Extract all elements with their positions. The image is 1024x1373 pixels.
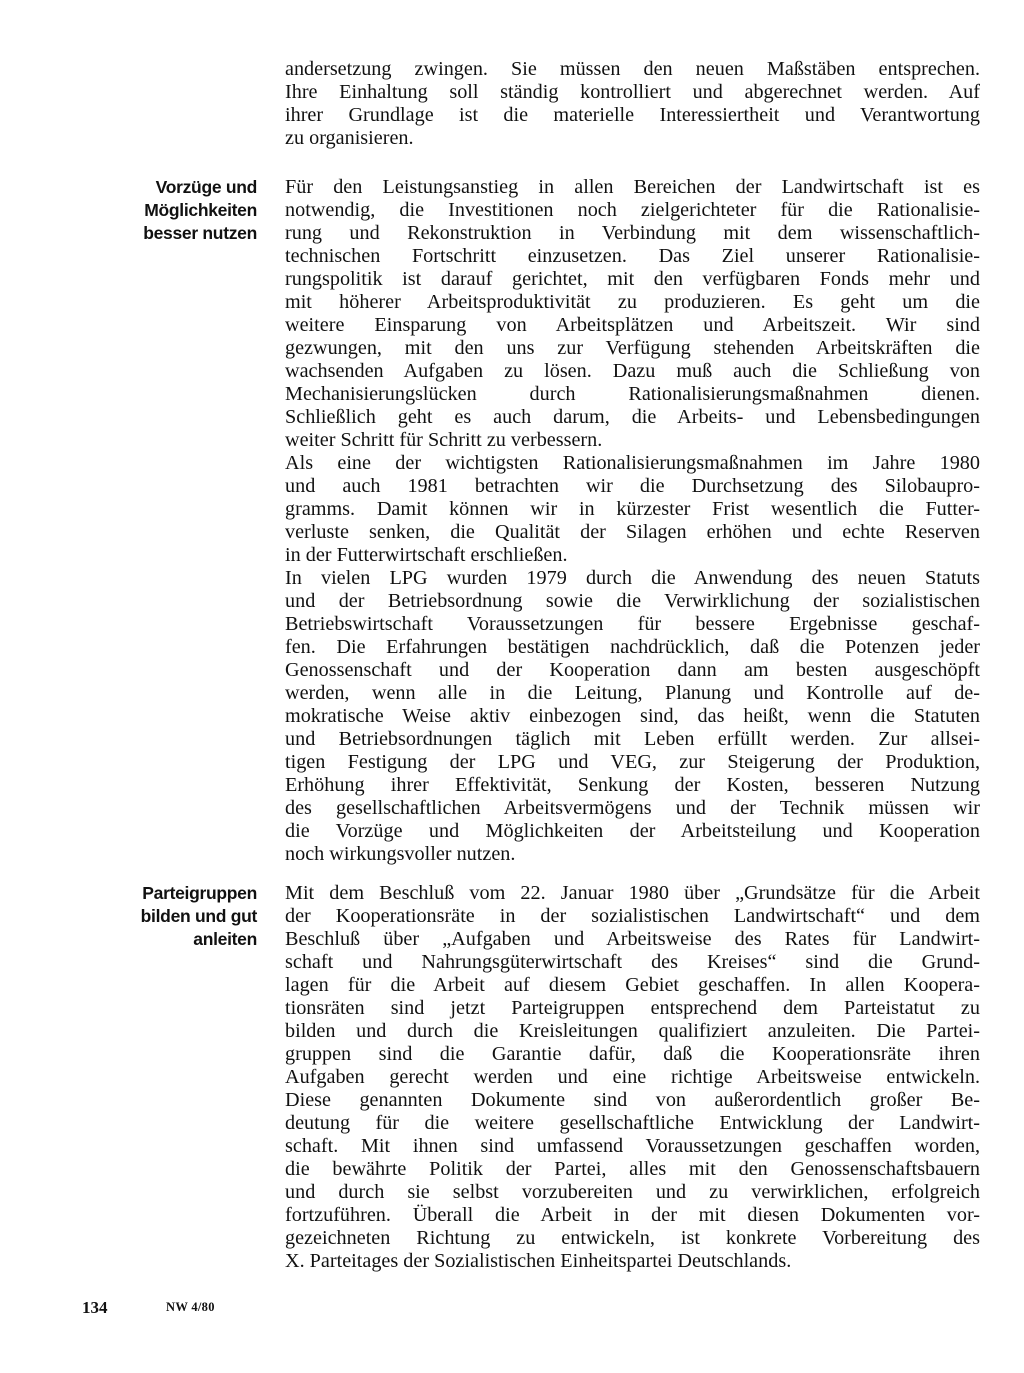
text-line: gezwungen, mit den uns zur Verfügung stehenden Arbeitskräften die [285, 337, 980, 359]
text-line: ihrer Grundlage ist die materielle Interessiertheit und Verantwortung [285, 104, 980, 126]
text-line: andersetzung zwingen. Sie müssen den neuen Maßstäben entsprechen. [285, 58, 980, 80]
text-line: schaft und Nahrungsgüterwirtschaft des Kreises“ sind die Grund- [285, 951, 980, 973]
page-number: 134 [82, 1298, 108, 1317]
text-line: und durch sie selbst vorzubereiten und zu verwirklichen, erfolgreich [285, 1181, 980, 1203]
text-line: Betriebswirtschaft Voraussetzungen für bessere Ergebnisse geschaf- [285, 613, 980, 635]
text-line: gramms. Damit können wir in kürzester Frist wesentlich die Futter- [285, 498, 980, 520]
text-line: schaft. Mit ihnen sind umfassend Voraussetzungen geschaffen worden, [285, 1135, 980, 1157]
text-line: fortzuführen. Überall die Arbeit in der mit diesen Dokumenten vor- [285, 1204, 980, 1226]
text-line: rungspolitik ist darauf gerichtet, mit den verfügbaren Fonds mehr und [285, 268, 980, 290]
text-line: technischen Fortschritt einzusetzen. Das Ziel unserer Rationalisie- [285, 245, 980, 267]
intro-paragraph [285, 58, 980, 150]
section-heading-parteigruppen: Parteigruppen bilden und gut anleiten [140, 883, 257, 949]
text-line: weitere Einsparung von Arbeitsplätzen und Arbeitszeit. Wir sind [285, 314, 980, 336]
section-body-vorzuege [285, 176, 980, 866]
text-line: und der Betriebsordnung sowie die Verwirklichung der sozialistischen [285, 590, 980, 612]
text-line: die Vorzüge und Möglichkeiten der Arbeitsteilung und Kooperation [285, 820, 980, 842]
text-line: Ihre Einhaltung soll ständig kontrolliert und abgerechnet werden. Auf [285, 81, 980, 103]
text-line: Erhöhung ihrer Effektivität, Senkung der Kosten, besseren Nutzung [285, 774, 980, 796]
text-line: und Betriebsordnungen täglich mit Leben erfüllt werden. Zur allsei- [285, 728, 980, 750]
text-line: mokratische Weise aktiv einbezogen sind, das heißt, wenn die Statuten [285, 705, 980, 727]
text-line: Beschluß über „Aufgaben und Arbeitsweise des Rates für Landwirt- [285, 928, 980, 950]
text-line: Diese genannten Dokumente sind von außerordentlich großer Be- [285, 1089, 980, 1111]
text-line: Genossenschaft und der Kooperation dann am besten ausgeschöpft [285, 659, 980, 681]
text-line: lagen für die Arbeit auf diesem Gebiet geschaffen. In allen Koopera- [285, 974, 980, 996]
text-line: gruppen sind die Garantie dafür, daß die Kooperationsräte ihren [285, 1043, 980, 1065]
text-line: In vielen LPG wurden 1979 durch die Anwendung des neuen Statuts [285, 567, 980, 589]
text-line: tionsräten sind jetzt Parteigruppen entsprechend dem Parteistatut zu [285, 997, 980, 1019]
text-line: verluste senken, die Qualität der Silagen erhöhen und echte Reserven [285, 521, 980, 543]
text-line: fen. Die Erfahrungen bestätigen nachdrücklich, daß die Potenzen jeder [285, 636, 980, 658]
text-line: der Kooperationsräte in der sozialistischen Landwirtschaft“ und dem [285, 905, 980, 927]
text-line: bilden und durch die Kreisleitungen qualifiziert anzuleiten. Die Partei- [285, 1020, 980, 1042]
text-line: weiter Schritt für Schritt zu verbessern. [285, 429, 603, 451]
text-line: Mit dem Beschluß vom 22. Januar 1980 über „Grundsätze für die Arbeit [285, 882, 980, 904]
text-line: die bewährte Politik der Partei, alles mit den Genossenschaftsbauern [285, 1158, 980, 1180]
text-line: tigen Festigung der LPG und VEG, zur Steigerung der Produktion, [285, 751, 980, 773]
text-line: zu organisieren. [285, 127, 414, 149]
section-body-parteigruppen [285, 882, 980, 1273]
text-line: noch wirkungsvoller nutzen. [285, 843, 516, 865]
text-line: Schließlich geht es auch darum, die Arbeits- und Lebensbedingungen [285, 406, 980, 428]
text-line: des gesellschaftlichen Arbeitsvermögens und der Technik müssen wir [285, 797, 980, 819]
text-line: Für den Leistungsanstieg in allen Bereichen der Landwirtschaft ist es [285, 176, 980, 198]
section-heading-vorzuege: Vorzüge und Möglichkeiten besser nutzen [143, 177, 257, 243]
text-line: X. Parteitages der Sozialistischen Einheitspartei Deutschlands. [285, 1250, 792, 1272]
text-line: und auch 1981 betrachten wir die Durchsetzung des Silobaupro- [285, 475, 980, 497]
text-line: Mechanisierungslücken durch Rationalisierungsmaßnahmen dienen. [285, 383, 980, 405]
text-line: mit höherer Arbeitsproduktivität zu produzieren. Es geht um die [285, 291, 980, 313]
text-line: werden, wenn alle in die Leitung, Planung und Kontrolle auf de- [285, 682, 980, 704]
text-line: in der Futterwirtschaft erschließen. [285, 544, 568, 566]
text-line: rung und Rekonstruktion in Verbindung mit dem wissenschaftlich- [285, 222, 980, 244]
issue-label: NW 4/80 [166, 1300, 215, 1314]
text-line: gezeichneten Richtung zu entwickeln, ist konkrete Vorbereitung des [285, 1227, 980, 1249]
text-line: Aufgaben gerecht werden und eine richtige Arbeitsweise entwickeln. [285, 1066, 980, 1088]
text-line: Als eine der wichtigsten Rationalisierungsmaßnahmen im Jahre 1980 [285, 452, 980, 474]
text-line: notwendig, die Investitionen noch zielgerichteter für die Rationalisie- [285, 199, 980, 221]
text-line: deutung für die weitere gesellschaftliche Entwicklung der Landwirt- [285, 1112, 980, 1134]
text-line: wachsenden Aufgaben zu lösen. Dazu muß auch die Schließung von [285, 360, 980, 382]
